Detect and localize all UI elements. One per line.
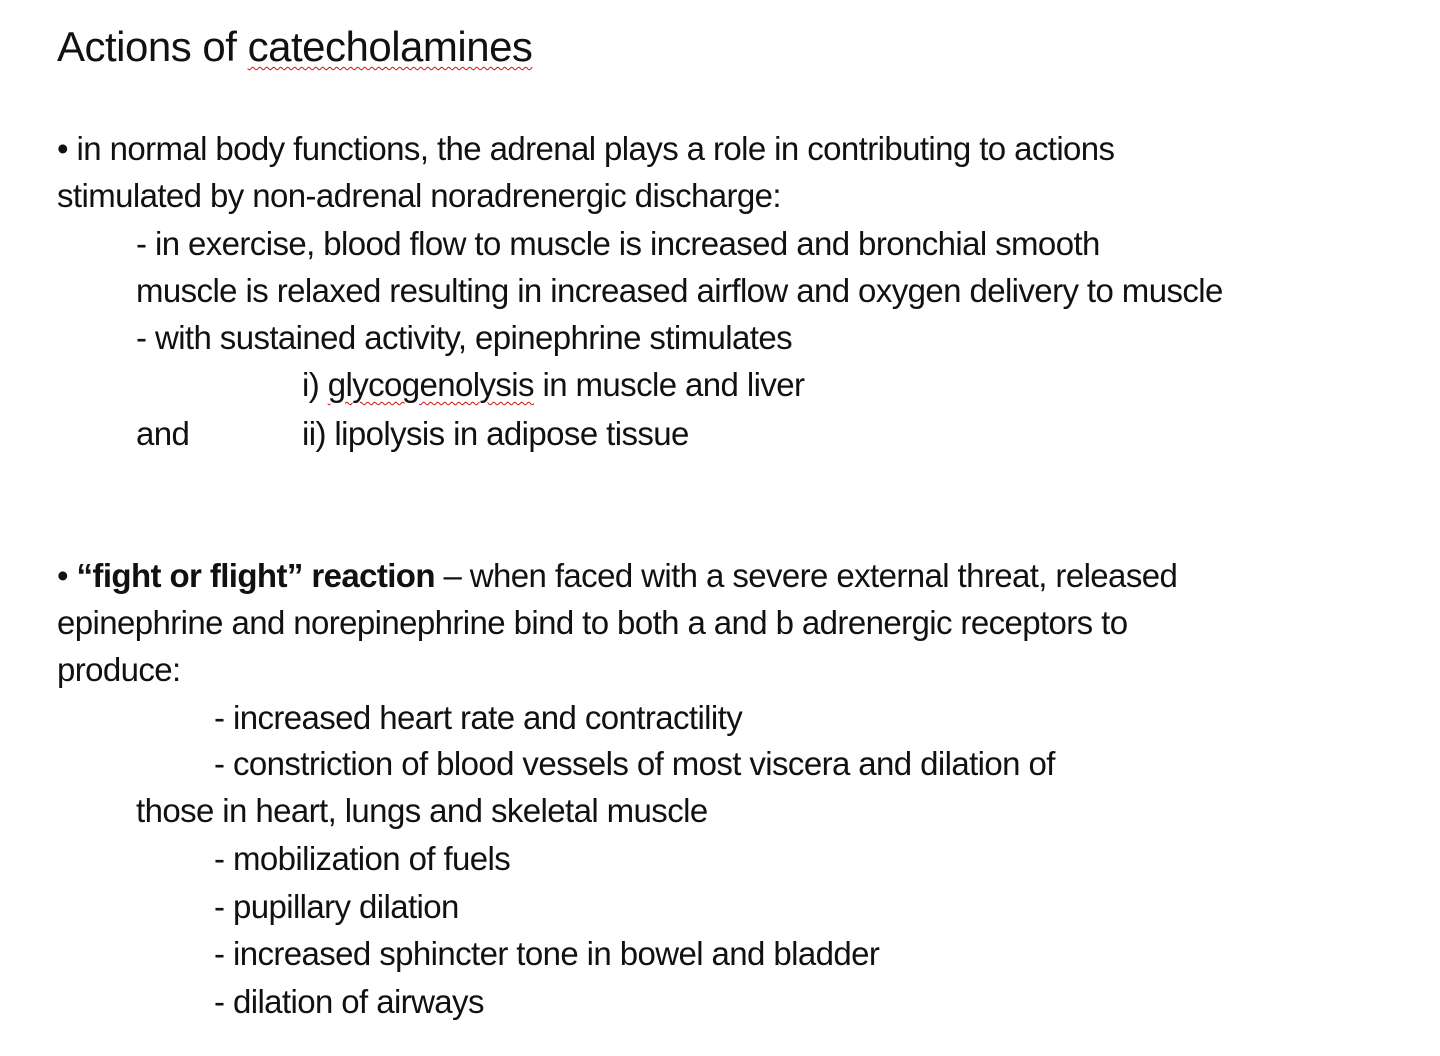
line6-word: glycogenolysis — [327, 366, 534, 403]
section2-line1 — [57, 554, 1177, 598]
section1-line3: - in exercise, blood flow to muscle is increased and bronchial smooth — [136, 225, 1100, 262]
line6-rest: in muscle and liver — [533, 366, 805, 403]
section2-item5: - increased sphincter tone in bowel and bladder — [214, 935, 880, 972]
section1-line4: muscle is relaxed resulting in increased airflow and oxygen delivery to muscle — [136, 272, 1223, 309]
document-title — [57, 20, 532, 74]
section1-line7-text: ii) lipolysis in adipose tissue — [302, 415, 689, 452]
section2-bold-text: “fight or flight” reaction — [76, 557, 435, 594]
section2-line1-rest: – when faced with a severe external threat, released — [434, 557, 1178, 594]
section2-bullet: • — [57, 557, 77, 594]
section1-line2: stimulated by non-adrenal noradrenergic discharge: — [57, 177, 781, 214]
line6-prefix: i) — [302, 366, 328, 403]
section1-line1: • in normal body functions, the adrenal plays a role in contributing to actions — [57, 130, 1115, 167]
section2-line3: produce: — [57, 651, 181, 688]
section2-item1: - increased heart rate and contractility — [214, 699, 743, 736]
section2-item3: - mobilization of fuels — [214, 840, 511, 877]
section2-item6: - dilation of airways — [214, 983, 484, 1020]
section2-item2: - constriction of blood vessels of most viscera and dilation of — [214, 745, 1055, 782]
section1-line7-and: and — [136, 415, 190, 452]
section2-item2-cont: those in heart, lungs and skeletal muscle — [136, 792, 708, 829]
section1-line6 — [302, 363, 804, 407]
section2-item4: - pupillary dilation — [214, 888, 459, 925]
section1-line5: - with sustained activity, epinephrine stimulates — [136, 319, 792, 356]
title-word: catecholamines — [247, 23, 533, 70]
section2-line2: epinephrine and norepinephrine bind to both a and b adrenergic receptors to — [57, 604, 1128, 641]
title-prefix: Actions of — [57, 23, 248, 70]
